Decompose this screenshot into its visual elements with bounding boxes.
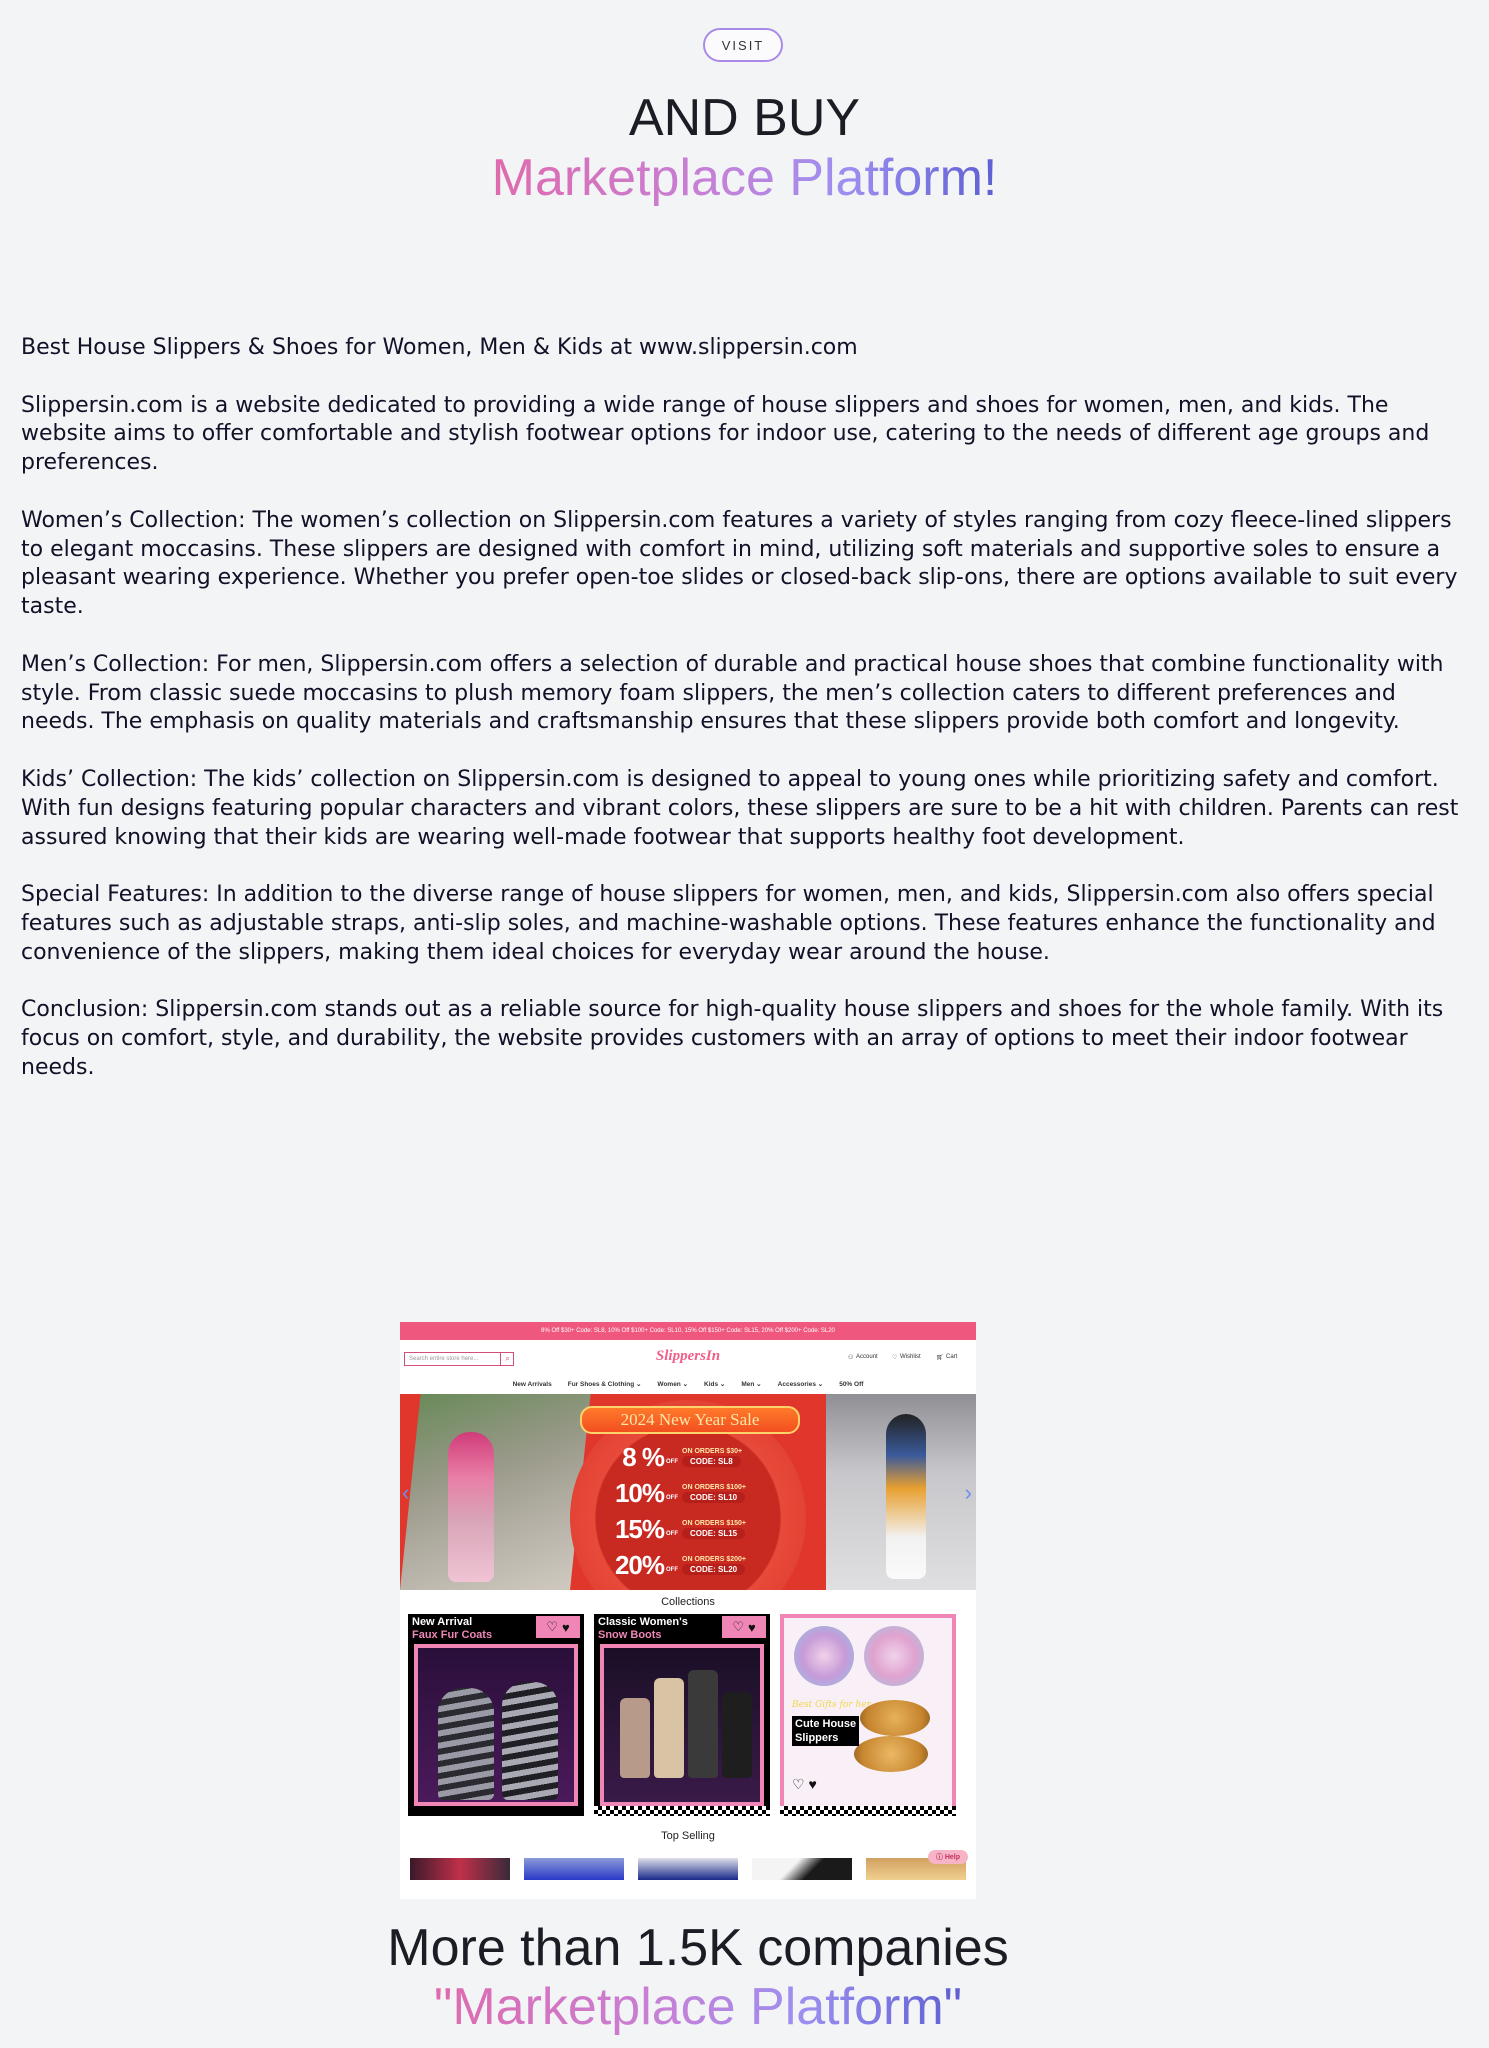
deal-min: ON ORDERS $200+ — [682, 1555, 746, 1563]
plush-image — [864, 1626, 924, 1686]
collections-grid — [400, 1614, 976, 1824]
hero-gradient-text: Marketplace Platform! — [491, 149, 998, 207]
collection-tile-house-slippers[interactable] — [780, 1614, 956, 1816]
footer-gradient-text: "Marketplace Platform" — [433, 1978, 963, 2036]
site-logo[interactable]: SlippersIn — [655, 1348, 721, 1364]
sale-banner[interactable] — [400, 1394, 976, 1590]
boot-image — [654, 1678, 684, 1778]
collection-tile-snow-boots[interactable] — [594, 1614, 770, 1816]
deal-percent: 15% — [614, 1513, 664, 1544]
boot-image — [722, 1692, 752, 1778]
slipper-image — [854, 1736, 928, 1772]
tile-script-label: Best Gifts for her — [792, 1700, 871, 1710]
nav-new-arrivals[interactable]: New Arrivals — [512, 1380, 552, 1388]
top-selling-heading: Top Selling — [661, 1830, 715, 1842]
heart-icon[interactable]: ♥ — [747, 1619, 756, 1635]
nav-accessories[interactable]: Accessories ⌄ — [777, 1381, 824, 1388]
top-selling-row — [400, 1848, 976, 1878]
article-paragraph: Conclusion: Slippersin.com stands out as a reliable source for high-quality house slippers and shoes for the whole family. With its focus on comfort, style, and durability, the website provides customers with an array of options to meet their indoor footwear needs. — [21, 997, 1444, 1080]
deal-min: ON ORDERS $150+ — [682, 1519, 746, 1527]
footer-heading-line1: More than 1.5K companies — [387, 1919, 1009, 1977]
hero-heading-line2 — [0, 146, 1489, 210]
deal-percent: 20% — [614, 1549, 664, 1580]
article-paragraph: Slippersin.com is a website dedicated to providing a wide range of house slippers and shoes for women, men, and kids. The website aims to offer comfortable and stylish footwear options for indoor use, catering to the needs of different age groups and preferences. — [21, 392, 1430, 476]
website-screenshot — [400, 1322, 976, 1899]
coat-image — [438, 1688, 494, 1800]
coat-image — [502, 1682, 558, 1800]
deal-percent: 8 % — [622, 1441, 664, 1472]
wishlist-link[interactable]: Wishlist — [900, 1354, 921, 1360]
hero-heading-line1: AND BUY — [628, 89, 861, 147]
deal-code: CODE: SL10 — [682, 1492, 745, 1503]
model-figure — [448, 1432, 494, 1582]
nav-kids[interactable]: Kids ⌄ — [704, 1381, 726, 1388]
cart-link[interactable]: Cart — [946, 1354, 958, 1360]
search-input[interactable]: Search entire store here... — [404, 1352, 514, 1366]
footer-heading-line2 — [0, 1975, 1396, 2039]
deal-min: ON ORDERS $30+ — [682, 1447, 743, 1455]
checker-border — [594, 1806, 770, 1816]
deal-off-label: OFF — [666, 1567, 678, 1573]
model-figure — [886, 1414, 926, 1579]
deal-off-label: OFF — [666, 1495, 678, 1501]
deal-min: ON ORDERS $100+ — [682, 1483, 746, 1491]
help-button[interactable]: ⓘ Help — [928, 1850, 968, 1864]
search-icon[interactable]: ⌕ — [500, 1352, 514, 1366]
heart-icon[interactable]: ♥ — [561, 1619, 570, 1635]
help-icon: ⓘ — [935, 1854, 945, 1861]
heart-outline-icon[interactable]: ♡ ♥ — [792, 1776, 817, 1792]
site-nav — [400, 1374, 976, 1394]
account-link[interactable]: Account — [856, 1354, 878, 1360]
article-paragraph: Kids’ Collection: The kids’ collection on Slippersin.com is designed to appeal to young ones while prioritizing safety and comfort. With fun designs featuring popular characters and vibrant colors, these slippers are sure to be a hit with children. Parents can rest assured knowing that their kids are wearing well-made footwear that supports healthy foot development. — [21, 766, 1459, 850]
product-thumbnail[interactable] — [752, 1858, 852, 1880]
promo-bar: 8% Off $30+ Code: SL8, 10% Off $100+ Code: SL10, 15% Off $150+ Code: SL15, 20% Off $200+ Code: SL20 — [400, 1322, 976, 1340]
tile-label: Classic Women's Snow Boots — [598, 1616, 688, 1641]
visit-button[interactable]: VISIT — [703, 28, 783, 62]
deal-code: CODE: SL20 — [682, 1564, 745, 1575]
article-body — [21, 334, 1471, 1112]
boot-image — [620, 1698, 650, 1778]
article-paragraph: Men’s Collection: For men, Slippersin.com offers a selection of durable and practical house shoes that combine functionality with style. From classic suede moccasins to plush memory foam slippers, the men’s collection caters to different preferences and needs. The emphasis on quality materials and craftsmanship ensures that these slippers provide both comfort and longevity. — [21, 651, 1444, 735]
cart-icon[interactable]: 🛒︎ — [936, 1355, 944, 1361]
deal-row — [614, 1442, 742, 1472]
heart-outline-icon[interactable]: ♡ — [546, 1619, 558, 1634]
tile-image-frame — [600, 1644, 764, 1806]
chevron-right-icon[interactable]: › — [964, 1480, 972, 1505]
heart-outline-icon[interactable]: ♡ — [732, 1619, 744, 1634]
plush-image — [794, 1626, 854, 1686]
article-paragraph: Women’s Collection: The women’s collection on Slippersin.com features a variety of styles ranging from cozy fleece-lined slippers to elegant moccasins. These slippers are designed with comfort in mind, utilizing soft materials and supportive soles to ensure a pleasant wearing experience. Whether you prefer open-toe slides or closed-back slip-ons, there are options available to suit every taste. — [21, 507, 1458, 620]
tile-label: New Arrival Faux Fur Coats — [412, 1616, 493, 1641]
chevron-left-icon[interactable]: ‹ — [402, 1480, 410, 1505]
tile-label: Cute House Slippers — [792, 1716, 859, 1746]
account-icon[interactable]: ⚇ — [848, 1355, 854, 1361]
article-paragraph: Best House Slippers & Shoes for Women, Men & Kids at www.slippersin.com — [21, 335, 858, 360]
site-header — [400, 1340, 976, 1374]
deal-code: CODE: SL15 — [682, 1528, 745, 1539]
wishlist-icon[interactable]: ♡ — [892, 1355, 898, 1361]
deal-code: CODE: SL8 — [682, 1456, 741, 1467]
nav-women[interactable]: Women ⌄ — [657, 1381, 689, 1388]
banner-photo-left — [400, 1394, 591, 1590]
boot-image — [688, 1670, 718, 1778]
tile-wishlist-icons[interactable] — [722, 1616, 766, 1638]
deal-percent: 10% — [614, 1477, 664, 1508]
collection-tile-faux-fur-coats[interactable] — [408, 1614, 584, 1816]
checker-border — [780, 1806, 956, 1816]
nav-fur-shoes-clothing[interactable]: Fur Shoes & Clothing ⌄ — [567, 1381, 642, 1388]
product-thumbnail[interactable] — [524, 1858, 624, 1880]
deal-row — [614, 1514, 746, 1544]
collections-heading: Collections — [661, 1596, 715, 1608]
tile-image-frame — [414, 1644, 578, 1806]
nav-men[interactable]: Men ⌄ — [741, 1381, 762, 1388]
product-thumbnail[interactable] — [638, 1858, 738, 1880]
banner-title: 2024 New Year Sale — [580, 1406, 800, 1434]
deal-row — [614, 1550, 746, 1580]
nav-50-off[interactable]: 50% Off — [839, 1380, 864, 1388]
tile-wishlist-icons[interactable] — [536, 1616, 580, 1638]
article-paragraph: Special Features: In addition to the diverse range of house slippers for women, men, and kids, Slippersin.com also offers special features such as adjustable straps, anti-slip soles, and machine-washable options. These features enhance the functionality and convenience of the slippers, making them ideal choices for everyday wear around the house. — [21, 882, 1436, 965]
deal-off-label: OFF — [666, 1531, 678, 1537]
product-thumbnail[interactable] — [410, 1858, 510, 1880]
deal-row — [614, 1478, 746, 1508]
tile-image-frame — [784, 1618, 952, 1806]
deal-off-label: OFF — [666, 1459, 678, 1465]
